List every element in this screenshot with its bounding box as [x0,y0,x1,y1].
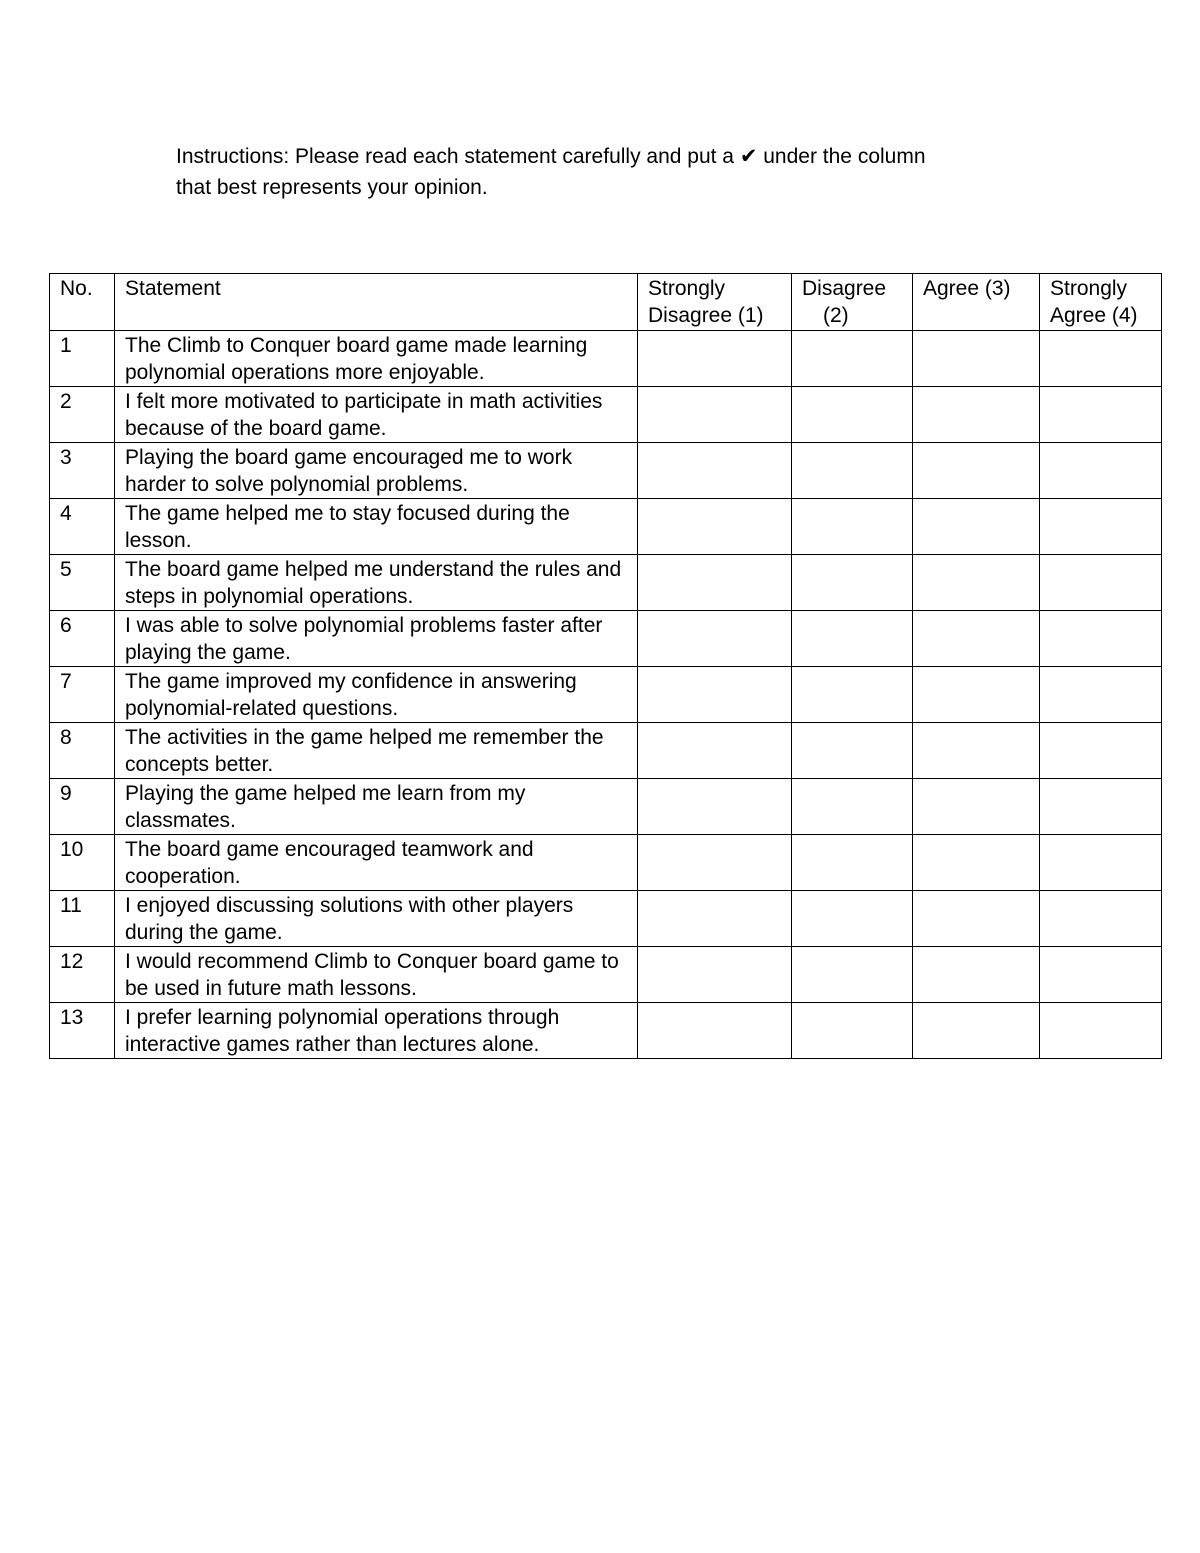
row-number: 3 [50,443,115,499]
header-row [50,274,1162,331]
table-row [50,443,1162,499]
header-strongly-disagree [638,274,792,331]
row-statement: Playing the game helped me learn from my classmates. [115,779,638,835]
header-strongly-agree-line2: Agree (4) [1050,304,1138,327]
response-cell-strongly-agree[interactable] [1040,779,1162,835]
response-cell-disagree[interactable] [792,723,913,779]
response-cell-disagree[interactable] [792,331,913,387]
survey-body [50,331,1162,1059]
response-cell-strongly-agree[interactable] [1040,667,1162,723]
row-statement: The Climb to Conquer board game made learning polynomial operations more enjoyable. [115,331,638,387]
response-cell-strongly-agree[interactable] [1040,723,1162,779]
row-number: 1 [50,331,115,387]
row-statement: Playing the board game encouraged me to work harder to solve polynomial problems. [115,443,638,499]
response-cell-strongly-disagree[interactable] [638,835,792,891]
response-cell-agree[interactable] [913,723,1040,779]
header-strongly-agree [1040,274,1162,331]
response-cell-strongly-disagree[interactable] [638,499,792,555]
response-cell-strongly-agree[interactable] [1040,331,1162,387]
table-row [50,891,1162,947]
header-disagree [792,274,913,331]
row-statement: The board game encouraged teamwork and cooperation. [115,835,638,891]
response-cell-strongly-disagree[interactable] [638,443,792,499]
header-disagree-line1: Disagree [802,277,887,300]
instructions-text [176,141,1036,203]
response-cell-disagree[interactable] [792,443,913,499]
row-number: 9 [50,779,115,835]
header-statement: Statement [115,274,638,331]
row-number: 2 [50,387,115,443]
response-cell-disagree[interactable] [792,387,913,443]
row-statement: The game improved my confidence in answering polynomial-related questions. [115,667,638,723]
table-row [50,947,1162,1003]
response-cell-agree[interactable] [913,667,1040,723]
row-statement: I would recommend Climb to Conquer board game to be used in future math lessons. [115,947,638,1003]
response-cell-disagree[interactable] [792,611,913,667]
response-cell-disagree[interactable] [792,947,913,1003]
row-statement: I felt more motivated to participate in math activities because of the board game. [115,387,638,443]
response-cell-agree[interactable] [913,499,1040,555]
response-cell-agree[interactable] [913,331,1040,387]
response-cell-agree[interactable] [913,443,1040,499]
response-cell-strongly-disagree[interactable] [638,1003,792,1059]
instructions-line-2: that best represents your opinion. [176,176,488,199]
response-cell-strongly-disagree[interactable] [638,779,792,835]
response-cell-strongly-agree[interactable] [1040,499,1162,555]
survey-table [49,273,1162,1059]
row-number: 6 [50,611,115,667]
row-statement: The game helped me to stay focused during the lesson. [115,499,638,555]
row-number: 11 [50,891,115,947]
response-cell-disagree[interactable] [792,667,913,723]
table-row [50,779,1162,835]
response-cell-disagree[interactable] [792,499,913,555]
row-number: 5 [50,555,115,611]
row-statement: I enjoyed discussing solutions with other players during the game. [115,891,638,947]
response-cell-agree[interactable] [913,555,1040,611]
response-cell-strongly-disagree[interactable] [638,947,792,1003]
row-number: 8 [50,723,115,779]
response-cell-agree[interactable] [913,779,1040,835]
response-cell-strongly-disagree[interactable] [638,387,792,443]
response-cell-strongly-agree[interactable] [1040,891,1162,947]
row-number: 4 [50,499,115,555]
response-cell-strongly-disagree[interactable] [638,555,792,611]
response-cell-strongly-disagree[interactable] [638,611,792,667]
instructions-line-1: Instructions: Please read each statement carefully and put a ✔ under the column [176,145,926,168]
response-cell-disagree[interactable] [792,891,913,947]
response-cell-strongly-agree[interactable] [1040,387,1162,443]
row-number: 10 [50,835,115,891]
response-cell-agree[interactable] [913,1003,1040,1059]
response-cell-strongly-disagree[interactable] [638,667,792,723]
response-cell-agree[interactable] [913,387,1040,443]
row-statement: The board game helped me understand the rules and steps in polynomial operations. [115,555,638,611]
header-disagree-line2: (2) [823,304,849,327]
header-agree: Agree (3) [913,274,1040,331]
table-row [50,499,1162,555]
header-no: No. [50,274,115,331]
response-cell-strongly-disagree[interactable] [638,723,792,779]
response-cell-strongly-agree[interactable] [1040,1003,1162,1059]
table-row [50,611,1162,667]
response-cell-agree[interactable] [913,611,1040,667]
header-strongly-disagree-line1: Strongly [648,277,726,300]
response-cell-disagree[interactable] [792,555,913,611]
response-cell-strongly-disagree[interactable] [638,331,792,387]
row-statement: The activities in the game helped me remember the concepts better. [115,723,638,779]
response-cell-strongly-agree[interactable] [1040,835,1162,891]
response-cell-strongly-agree[interactable] [1040,555,1162,611]
response-cell-strongly-agree[interactable] [1040,611,1162,667]
table-row [50,555,1162,611]
table-row [50,1003,1162,1059]
table-row [50,835,1162,891]
header-strongly-disagree-line2: Disagree (1) [648,304,764,327]
response-cell-disagree[interactable] [792,1003,913,1059]
row-statement: I prefer learning polynomial operations through interactive games rather than lectures alone. [115,1003,638,1059]
table-row [50,331,1162,387]
table-row [50,387,1162,443]
response-cell-strongly-agree[interactable] [1040,947,1162,1003]
row-number: 12 [50,947,115,1003]
row-number: 13 [50,1003,115,1059]
response-cell-agree[interactable] [913,891,1040,947]
response-cell-agree[interactable] [913,835,1040,891]
response-cell-disagree[interactable] [792,835,913,891]
response-cell-agree[interactable] [913,947,1040,1003]
response-cell-strongly-disagree[interactable] [638,891,792,947]
header-strongly-agree-line1: Strongly [1050,277,1128,300]
row-statement: I was able to solve polynomial problems faster after playing the game. [115,611,638,667]
row-number: 7 [50,667,115,723]
table-row [50,667,1162,723]
response-cell-strongly-agree[interactable] [1040,443,1162,499]
table-row [50,723,1162,779]
response-cell-disagree[interactable] [792,779,913,835]
